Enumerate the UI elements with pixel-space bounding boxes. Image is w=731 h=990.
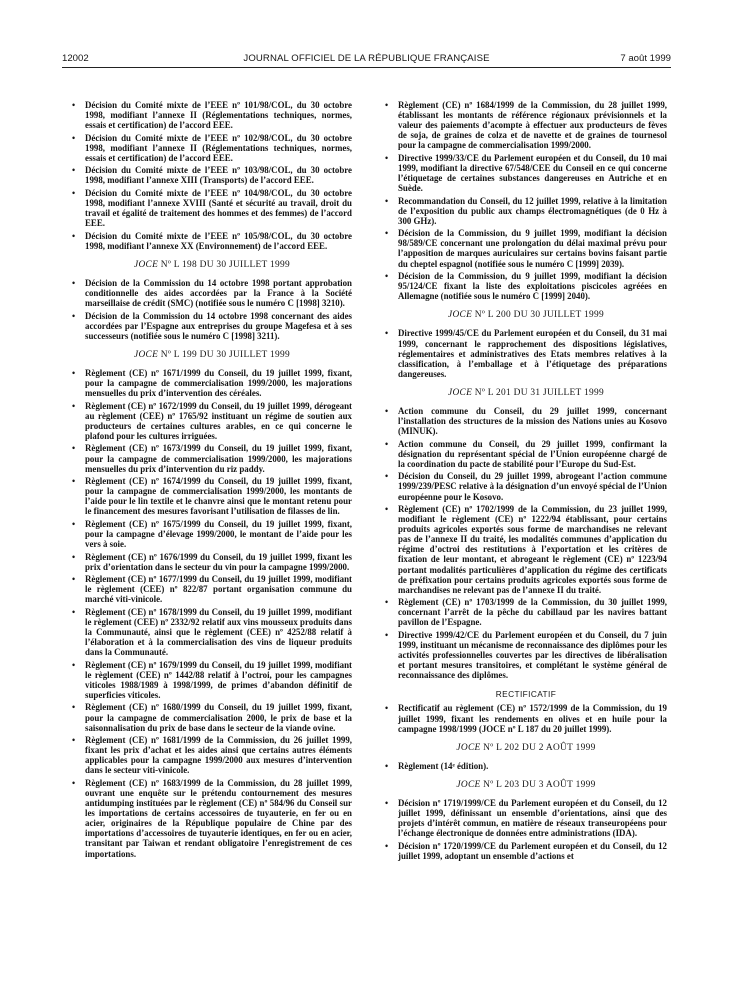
item-text: Règlement (CE) nº 1684/1999 de la Commission, du 28 juillet 1999, établissant les montants de référence régionaux prévisionnels et la valeur des paiements d’acompte à effectuer aux producteurs de fèves de soja, de graines de colza et de navette et de graines de tournesol pour la campagne de commercialisation 1999/2000. — [398, 100, 667, 151]
list-item — [385, 153, 667, 193]
rectificatif-heading: RECTIFICATIF — [495, 689, 557, 700]
section-prefix: JOCE — [456, 779, 481, 790]
item-text: Directive 1999/45/CE du Parlement européen et du Conseil, du 31 mai 1999, concernant le rapprochement des dispositions législatives, réglementaires et administratives des Etats membres relatives à la classification, à l’emballage et à l’étiquetage des préparations dangereuses. — [398, 328, 667, 379]
list-item — [72, 443, 352, 473]
item-text: Décision nº 1720/1999/CE du Parlement européen et du Conseil, du 12 juillet 1999, adoptant un ensemble d’actions et — [398, 840, 667, 861]
list-item — [385, 271, 667, 301]
list-item — [72, 607, 352, 657]
page-number: 12002 — [62, 53, 89, 64]
item-text: Action commune du Conseil, du 29 juillet 1999, concernant l’installation des structures de la mission des Nations unies au Kosovo (MINUK). — [398, 406, 667, 437]
bullet-icon: • — [385, 228, 389, 239]
list-item — [385, 841, 667, 861]
bullet-icon: • — [385, 840, 389, 851]
bullet-icon: • — [72, 702, 76, 713]
list-item — [72, 574, 352, 604]
item-text: Règlement (14ᵉ édition). — [398, 760, 489, 771]
section-label: Nº L 198 DU 30 JUILLET 1999 — [158, 259, 290, 270]
item-text: Décision de la Commission du 14 octobre 1998 concernant des aides accordées par l’Espagne aux entreprises du groupe Magefesa et à ses successeurs (notifiée sous le numéro C [1998] 3211). — [85, 310, 352, 341]
item-text: Règlement (CE) nº 1683/1999 de la Commission, du 28 juillet 1999, ouvrant une enquête sur le prétendu contournement des mesures antidumping instituées par le règlement (CE) nº 584/96 du Conseil sur les importations de certains accessoires de tuyauterie, en fer ou en acier, originaires de la République populaire de Chine par des importations d’accessoires de tuyauterie identiques, en fer ou en acier, transitant par Taiwan et rendant obligatoire l’enregistrement de ces importations. — [85, 777, 352, 859]
item-text: Règlement (CE) nº 1673/1999 du Conseil, du 19 juillet 1999, fixant, pour la campagne de commercialisation 1999/2000, les majorations mensuelles du prix d’intervention du riz paddy. — [85, 443, 352, 474]
item-text: Rectificatif au règlement (CE) nº 1572/1999 de la Commission, du 19 juillet 1999, fixant les rendements en olives et en huile pour la campagne 1998/1999 (JOCE nº L 187 du 20 juillet 1999). — [398, 703, 667, 734]
item-text: Règlement (CE) nº 1674/1999 du Conseil, du 19 juillet 1999, fixant, pour la campagne de commercialisation 1999/2000, les montants de l’aide pour le lin textile et le chanvre ainsi que le montant retenu pour le financement des mesures favorisant l’utilisation de filasses de lin. — [85, 476, 352, 517]
header-rule — [62, 67, 671, 68]
section-label: Nº L 199 DU 30 JUILLET 1999 — [158, 349, 290, 360]
item-text: Règlement (CE) nº 1703/1999 de la Commission, du 30 juillet 1999, concernant l’arrêt de la pêche du cabillaud par les navires battant pavillon de l’Espagne. — [398, 597, 667, 628]
list-item — [385, 228, 667, 268]
bullet-icon: • — [72, 277, 76, 288]
bullet-icon: • — [72, 551, 76, 562]
item-text: Règlement (CE) nº 1671/1999 du Conseil, du 19 juillet 1999, fixant, pour la campagne de commercialisation 1999/2000, les majorations mensuelles du prix d’intervention des céréales. — [85, 368, 352, 399]
section-heading — [72, 350, 352, 360]
section-prefix: JOCE — [448, 310, 473, 321]
list-item — [385, 471, 667, 501]
item-text: Décision de la Commission du 14 octobre 1998 portant approbation conditionnelle des aides accordées par la France à la Société marseillaise de crédit (SMC) (notifiée sous le numéro C [1998] 3210). — [85, 277, 352, 309]
section-heading — [385, 780, 667, 790]
bullet-icon: • — [72, 310, 76, 321]
item-text: Décision du Comité mixte de l’EEE nº 105/98/COL, du 30 octobre 1998, modifiant l’annexe XX (Environnement) de l’accord EEE. — [85, 230, 352, 251]
list-item — [385, 196, 667, 226]
bullet-icon: • — [385, 471, 389, 482]
item-text: Décision du Conseil, du 29 juillet 1999, abrogeant l’action commune 1999/239/PESC relative à la désignation d’un envoyé spécial de l’Union européenne pour le Kosovo. — [398, 471, 667, 502]
bullet-icon: • — [72, 165, 76, 176]
section-heading — [72, 260, 352, 270]
list-item — [385, 504, 667, 595]
item-text: Règlement (CE) nº 1679/1999 du Conseil, du 19 juillet 1999, modifiant le règlement (CEE) nº 1442/88 relatif à l’octroi, pour les campagnes viticoles 1988/1989 à 1998/1999, de primes d’abandon définitif de superficies viticoles. — [85, 659, 352, 700]
section-label: Nº L 202 DU 2 AOÛT 1999 — [480, 742, 596, 753]
bullet-icon: • — [385, 703, 389, 714]
list-item — [385, 761, 667, 771]
list-item — [72, 231, 352, 251]
item-text: Directive 1999/42/CE du Parlement européen et du Conseil, du 7 juin 1999, instituant un mécanisme de reconnaissance des diplômes pour les activités professionnelles couvertes par les directives de libéralisation et portant mesures transitoires, et complétant le système général de reconnaissance des diplômes. — [398, 629, 667, 681]
list-item — [72, 165, 352, 185]
list-item — [385, 328, 667, 378]
bullet-icon: • — [72, 518, 76, 529]
list-item — [72, 660, 352, 700]
left-column — [72, 100, 352, 861]
section-heading — [385, 388, 667, 398]
bullet-icon: • — [72, 230, 76, 241]
item-text: Règlement (CE) nº 1675/1999 du Conseil, du 19 juillet 1999, fixant, pour la campagne d’élevage 1999/2000, le montant de l’aide pour les vers à soie. — [85, 518, 352, 550]
section-label: Nº L 200 DU 30 JUILLET 1999 — [472, 310, 604, 321]
item-text: Règlement (CE) nº 1702/1999 de la Commission, du 23 juillet 1999, modifiant le règlement (CE) nº 1222/94 établissant, pour certains produits agricoles exportés sous forme de marchandises ne relevant pas de l’annexe II du traité, les modalités communes d’application du régime d’octroi des restitutions à l’exportation et les critères de fixation de leur montant, et abrogeant le règlement (CE) nº 1223/94 portant modalités particulières d’application du régime des certificats de préfixation pour certains produits agricoles exportés sous forme de marchandises ne relevant pas de l’annexe II du traité. — [398, 504, 667, 595]
item-text: Règlement (CE) nº 1678/1999 du Conseil, du 19 juillet 1999, modifiant le règlement (CEE) nº 2332/92 relatif aux vins mousseux produits dans la Communauté, ainsi que le règlement (CEE) nº 4252/88 relatif à l’élaboration et à la commercialisation des vins de liqueur produits dans la Communauté. — [85, 606, 352, 658]
list-item — [72, 401, 352, 441]
item-text: Décision du Comité mixte de l’EEE nº 102/98/COL, du 30 octobre 1998, modifiant l’annexe II (Réglementations techniques, normes, essais et certification) de l’accord EEE. — [85, 132, 352, 163]
bullet-icon: • — [72, 476, 76, 487]
list-item — [72, 476, 352, 516]
list-item — [72, 552, 352, 572]
bullet-icon: • — [385, 195, 389, 206]
bullet-icon: • — [72, 659, 76, 670]
item-text: Directive 1999/33/CE du Parlement européen et du Conseil, du 10 mai 1999, modifiant la directive 67/548/CEE du Conseil en ce qui concerne l’étiquetage de certaines substances dangereuses en Autriche et en Suède. — [398, 152, 667, 194]
list-item — [385, 406, 667, 436]
item-text: Décision du Comité mixte de l’EEE nº 101/98/COL, du 30 octobre 1998, modifiant l’annexe II (Réglementations techniques, normes, essais et certification) de l’accord EEE. — [85, 100, 352, 131]
list-item — [72, 368, 352, 398]
bullet-icon: • — [72, 368, 76, 379]
bullet-icon: • — [72, 735, 76, 746]
list-item — [385, 703, 667, 733]
bullet-icon: • — [385, 406, 389, 416]
item-text: Action commune du Conseil, du 29 juillet 1999, confirmant la désignation du représentant spécial de l’Union européenne chargé de la coordination du pacte de stabilité pour l’Europe du Sud-Est. — [398, 438, 667, 469]
item-text: Règlement (CE) nº 1677/1999 du Conseil, du 19 juillet 1999, modifiant le règlement (CEE) nº 822/87 portant organisation commune du marché viti-vinicole. — [85, 574, 352, 605]
item-text: Décision du Comité mixte de l’EEE nº 104/98/COL, du 30 octobre 1998, modifiant l’annexe XVIII (Santé et sécurité au travail, droit du travail et égalité de traitement des hommes et des femmes) de l’accord EEE. — [85, 187, 352, 229]
bullet-icon: • — [72, 574, 76, 585]
right-column — [385, 100, 667, 863]
section-prefix: JOCE — [134, 259, 159, 270]
bullet-icon: • — [385, 271, 389, 282]
item-text: Règlement (CE) nº 1681/1999 de la Commission, du 26 juillet 1999, fixant les prix d’achat et les aides ainsi que certains autres éléments applicables pour la campagne 1999/2000 aux mesures d’intervention dans le secteur viti-vinicole. — [85, 735, 352, 776]
list-item — [72, 702, 352, 732]
item-text: Décision du Comité mixte de l’EEE nº 103/98/COL, du 30 octobre 1998, modifiant l’annexe XIII (Transports) de l’accord EEE. — [85, 165, 352, 186]
bullet-icon: • — [72, 187, 76, 198]
bullet-icon: • — [72, 606, 76, 617]
section-prefix: JOCE — [456, 742, 481, 753]
bullet-icon: • — [385, 438, 389, 449]
issue-date: 7 août 1999 — [620, 53, 671, 64]
list-item — [72, 133, 352, 163]
list-item — [385, 630, 667, 680]
journal-title: JOURNAL OFFICIEL DE LA RÉPUBLIQUE FRANÇAISE — [243, 53, 490, 64]
list-item — [72, 188, 352, 228]
section-heading — [385, 310, 667, 320]
item-text: Décision de la Commission, du 9 juillet 1999, modifiant la décision 98/589/CE concernant une prolongation du délai maximal prévu pour l’apposition de marques auriculaires sur certains bovins faisant partie du cheptel espagnol (notifiée sous le numéro C [1999] 2039). — [398, 228, 667, 269]
item-text: Décision nº 1719/1999/CE du Parlement européen et du Conseil, du 12 juillet 1999, définissant un ensemble d’orientations, ainsi que des projets d’intérêt commun, en matière de réseaux transeuropéens pour l’échange électronique de données entre administrations (IDA). — [398, 798, 667, 839]
bullet-icon: • — [385, 629, 389, 640]
list-item — [385, 597, 667, 627]
section-prefix: JOCE — [448, 387, 473, 398]
bullet-icon: • — [385, 760, 389, 771]
bullet-icon: • — [385, 152, 389, 163]
list-item — [72, 735, 352, 775]
item-text: Règlement (CE) nº 1672/1999 du Conseil, du 19 juillet 1999, dérogeant au règlement (CEE) nº 1765/92 instituant un régime de soutien aux producteurs de certaines cultures arables, en ce qui concerne le plafond pour les cultures irriguées. — [85, 400, 352, 441]
item-text: Règlement (CE) nº 1680/1999 du Conseil, du 19 juillet 1999, fixant, pour la campagne de commercialisation 2000, le prix de base et la saisonnalisation du prix de base dans le secteur de la viande ovine. — [85, 702, 352, 733]
bullet-icon: • — [72, 100, 76, 110]
bullet-icon: • — [385, 504, 389, 515]
section-prefix: JOCE — [134, 349, 159, 360]
list-item — [72, 100, 352, 130]
list-item — [385, 798, 667, 838]
bullet-icon: • — [72, 400, 76, 411]
bullet-icon: • — [385, 328, 389, 339]
bullet-icon: • — [72, 443, 76, 454]
list-item — [385, 439, 667, 469]
section-label: Nº L 201 DU 31 JUILLET 1999 — [472, 387, 604, 398]
list-item — [72, 778, 352, 859]
list-item — [72, 519, 352, 549]
bullet-icon: • — [385, 798, 389, 809]
item-text: Décision de la Commission, du 9 juillet 1999, modifiant la décision 95/124/CE fixant la liste des exploitations piscicoles agréées en Allemagne (notifiée sous le numéro C [1999] 2040). — [398, 271, 667, 302]
section-label: Nº L 203 DU 3 AOÛT 1999 — [480, 779, 596, 790]
list-item — [385, 100, 667, 150]
page-header — [62, 53, 671, 67]
item-text: Règlement (CE) nº 1676/1999 du Conseil, du 19 juillet 1999, fixant les prix d’orientation dans le secteur du vin pour la campagne 1999/2000. — [85, 551, 352, 572]
bullet-icon: • — [385, 100, 389, 110]
list-item — [72, 311, 352, 341]
item-text: Recommandation du Conseil, du 12 juillet 1999, relative à la limitation de l’exposition du public aux champs électromagnétiques (de 0 Hz à 300 GHz). — [398, 195, 667, 226]
bullet-icon: • — [72, 132, 76, 143]
section-heading — [385, 743, 667, 753]
bullet-icon: • — [72, 777, 76, 788]
list-item — [72, 278, 352, 308]
bullet-icon: • — [385, 597, 389, 608]
